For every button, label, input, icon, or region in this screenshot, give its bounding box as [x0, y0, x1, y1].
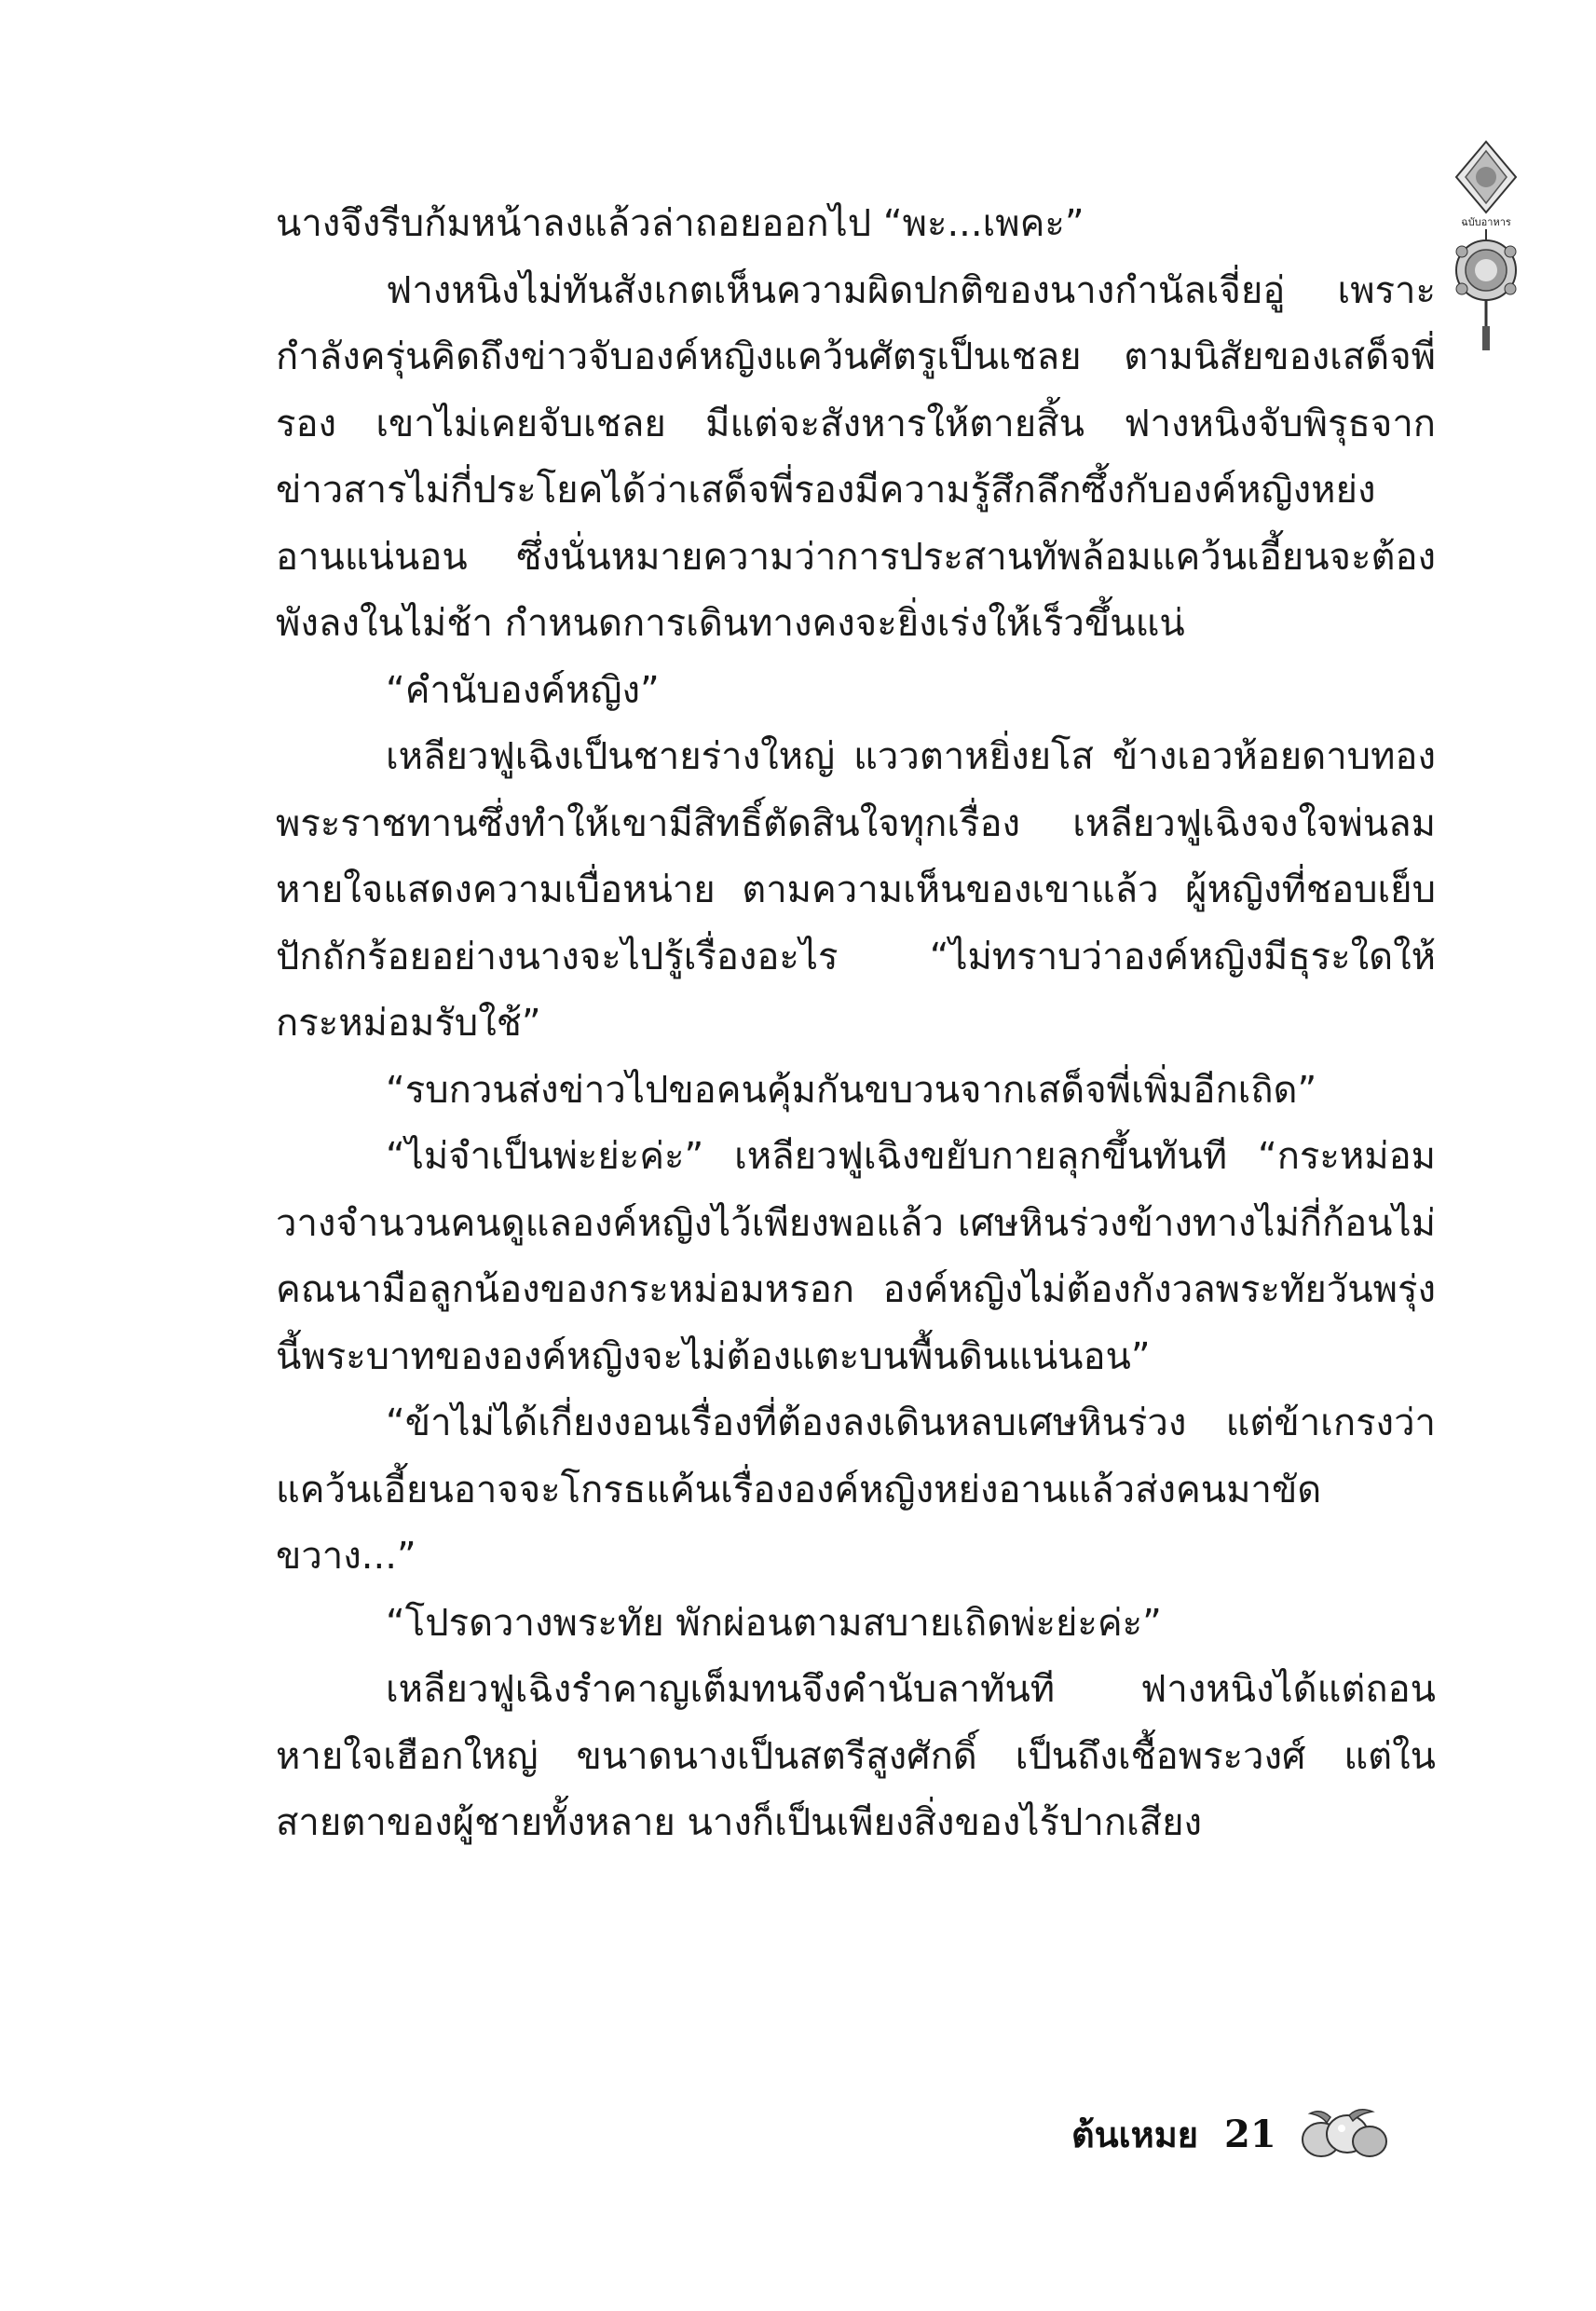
- fruit-cluster-icon: [1293, 2106, 1396, 2162]
- paragraph: “ไม่จำเป็นพ่ะย่ะค่ะ” เหลียวฟูเฉิงขยับกายลุกขึ้นทันที “กระหม่อมวางจำนวนคนดูแลองค์หญิงไว้เพียงพอแล้ว เศษหินร่วงข้างทางไม่กี่ก้อนไม่คณนามือลูกน้องของกระหม่อมหรอก องค์หญิงไม่ต้องกังวลพระทัยวันพรุ่งนี้พระบาทขององค์หญิงจะไม่ต้องแตะบนพื้นดินแน่นอน”: [276, 1135, 1436, 1378]
- paragraph: “โปรดวางพระทัย พักผ่อนตามสบายเถิดพ่ะย่ะค่ะ”: [386, 1601, 1162, 1645]
- book-title: ต้นเหมย: [1071, 2113, 1199, 2155]
- paragraph: ฟางหนิงไม่ทันสังเกตเห็นความผิดปกติของนางกำนัลเจี่ยอู่ เพราะกำลังครุ่นคิดถึงข่าวจับองค์หญิงแคว้นศัตรูเป็นเชลย ตามนิสัยของเสด็จพี่รอง เขาไม่เคยจับเชลย มีแต่จะสังหารให้ตายสิ้น ฟางหนิงจับพิรุธจากข่าวสารไม่กี่ประโยคได้ว่าเสด็จพี่รองมีความรู้สึกลึกซึ้งกับองค์หญิงหย่งอานแน่นอน ซึ่งนั่นหมายความว่าการประสานทัพล้อมแคว้นเอี้ยนจะต้องพังลงในไม่ช้า กำหนดการเดินทางคงจะยิ่งเร่งให้เร็วขึ้นแน่: [276, 268, 1436, 645]
- paragraph: “ข้าไม่ได้เกี่ยงงอนเรื่องที่ต้องลงเดินหลบเศษหินร่วง แต่ข้าเกรงว่าแคว้นเอี้ยนอาจจะโกรธแค้นเรื่ององค์หญิงหย่งอานแล้วส่งคนมาขัดขวาง...”: [276, 1402, 1436, 1578]
- paragraph: “รบกวนส่งข่าวไปขอคนคุ้มกันขบวนจากเสด็จพี่เพิ่มอีกเถิด”: [386, 1068, 1317, 1112]
- paragraph: “คำนับองค์หญิง”: [386, 668, 660, 712]
- page-footer: [1071, 2101, 1396, 2167]
- page-number: 21: [1224, 2112, 1276, 2156]
- body-text: [276, 191, 1436, 1857]
- paragraph: เหลียวฟูเฉิงรำคาญเต็มทนจึงคำนับลาทันที ฟางหนิงได้แต่ถอนหายใจเฮือกใหญ่ ขนาดนางเป็นสตรีสูงศักดิ์ เป็นถึงเชื้อพระวงศ์ แต่ในสายตาของผู้ชายทั้งหลาย นางก็เป็นเพียงสิ่งของไร้ปากเสียง: [276, 1668, 1436, 1844]
- paragraph: นางจึงรีบก้มหน้าลงแล้วล่าถอยออกไป “พะ...เพคะ”: [276, 202, 1084, 245]
- ornament-label: ฉบับอาหาร: [1461, 216, 1511, 228]
- chinese-knot-ornament-icon: [1449, 140, 1523, 354]
- paragraph: เหลียวฟูเฉิงเป็นชายร่างใหญ่ แววตาหยิ่งยโส ข้างเอวห้อยดาบทองพระราชทานซึ่งทำให้เขามีสิทธิ์ตัดสินใจทุกเรื่อง เหลียวฟูเฉิงจงใจพ่นลมหายใจแสดงความเบื่อหน่าย ตามความเห็นของเขาแล้ว ผู้หญิงที่ชอบเย็บปักถักร้อยอย่างนางจะไปรู้เรื่องอะไร “ไม่ทราบว่าองค์หญิงมีธุระใดให้กระหม่อมรับใช้”: [276, 735, 1436, 1045]
